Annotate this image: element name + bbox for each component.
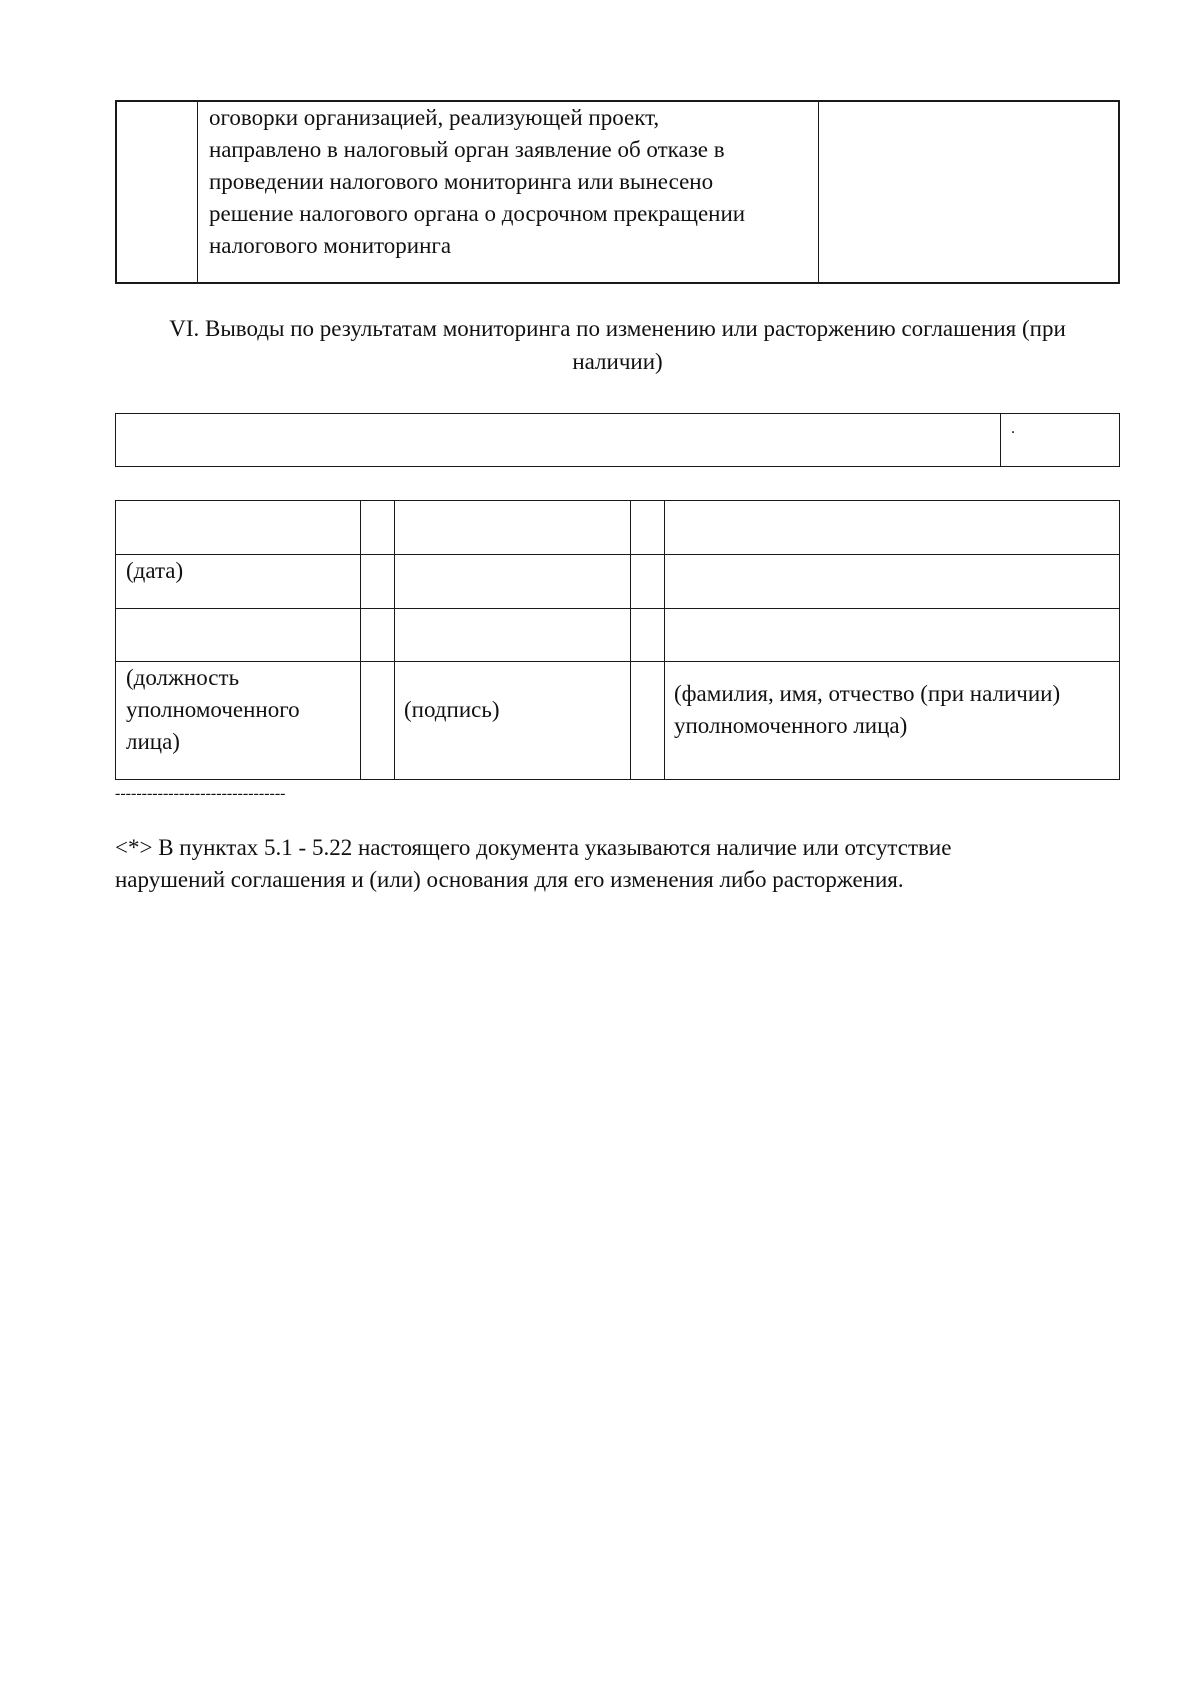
continuation-text-cell [209,102,809,262]
blank-cell[interactable] [664,501,1119,554]
footnote-line: нарушений соглашения и (или) основания для его изменения либо расторжения. [115,867,904,892]
label-line: (должность [126,665,240,690]
field-mark: . [1011,420,1015,437]
position-label [126,662,300,758]
text-line: решение налогового органа о досрочном прекращении [209,201,746,226]
signature-input-cell[interactable] [394,608,630,661]
column-divider [197,102,198,282]
name-label [674,678,1060,742]
column-divider [360,501,361,779]
label-line: уполномоченного лица) [674,713,908,738]
heading-line: наличии) [572,349,663,374]
conclusions-field[interactable] [115,413,1120,467]
column-divider [1000,414,1001,466]
label-line: (фамилия, имя, отчество (при наличии) [674,681,1061,706]
continuation-table [115,100,1120,284]
column-divider [818,102,819,282]
column-divider [630,501,631,779]
label-text: (дата) [126,558,184,583]
date-input-cell[interactable] [116,501,360,554]
signature-label [404,694,499,726]
label-line: лица) [126,729,180,754]
text-line: налогового мониторинга [209,233,452,258]
signature-table [115,500,1120,780]
text-line: проведении налогового мониторинга или вынесено [209,169,714,194]
footnote [115,832,1115,896]
label-text: (подпись) [404,697,500,722]
text-line: направлено в налоговый орган заявление об отказе в [209,137,725,162]
date-label [126,555,183,587]
text-line: оговорки организацией, реализующей проект, [209,105,660,130]
footnote-line: <*> В пунктах 5.1 - 5.22 настоящего документа указываются наличие или отсутствие [115,835,952,860]
name-input-cell[interactable] [664,608,1119,661]
footnote-separator: -------------------------------- [115,785,286,802]
position-input-cell[interactable] [116,608,360,661]
label-line: уполномоченного [126,697,300,722]
row-divider [116,554,1119,555]
blank-cell[interactable] [394,501,630,554]
section-vi-heading [115,312,1120,378]
heading-line: VI. Выводы по результатам мониторинга по изменению или расторжению соглашения (при [169,316,1066,341]
